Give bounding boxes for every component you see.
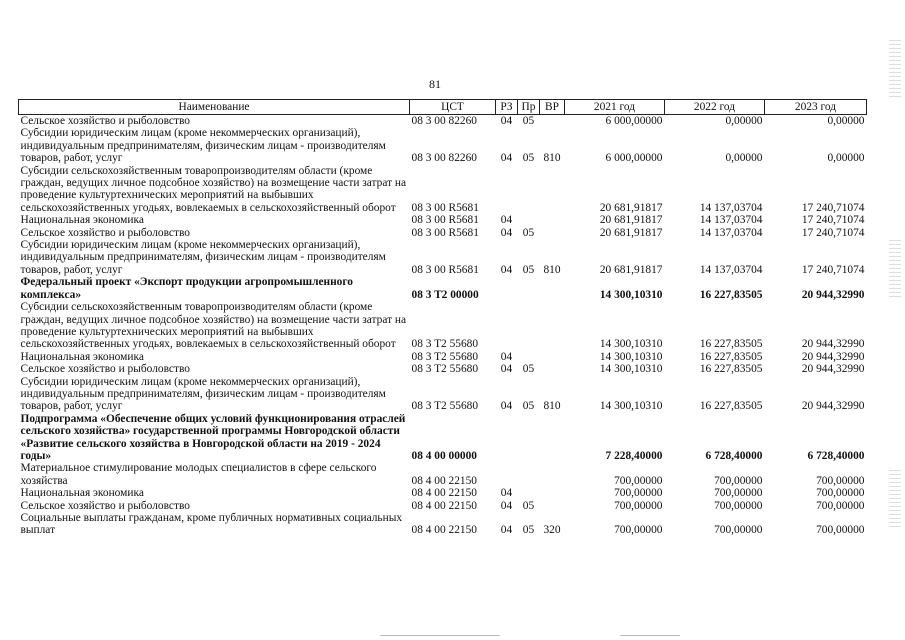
cell-name: Субсидии сельскохозяйственным товаропроизводителям области (кроме граждан, ведущих личное подсобное хозяйство) на возмещение части затрат на проведение культуртехнических мероприятий на выбывших сельскохозяйственных угодьях, вовлекаемых в сельскохозяйственный оборот [20, 301, 407, 351]
cell-2022: 14 137,03704 [699, 214, 763, 227]
cell-2022: 16 227,83505 [699, 350, 763, 363]
cell-pr [518, 214, 540, 226]
header-cst: ЦСТ [410, 100, 496, 115]
cell-pr: 05 [522, 499, 535, 512]
cell-name: Субсидии сельскохозяйственным товаропроизводителям области (кроме граждан, ведущих личное подсобное хозяйство) на возмещение части затрат на проведение культуртехнических мероприятий на выбывших сельскохозяйственных угодьях, вовлекаемых в сельскохозяйственный оборот [20, 164, 407, 214]
cell-pr [518, 276, 540, 301]
cell-name: Федеральный проект «Экспорт продукции агропромышленного комплекса» [20, 276, 353, 301]
cell-cst: 08 3 00 R5681 [411, 214, 479, 227]
cell-vr [540, 227, 565, 239]
cell-pr: 05 [522, 524, 535, 537]
cell-rz: 04 [500, 487, 513, 500]
table-row [19, 239, 867, 276]
cell-rz: 04 [500, 350, 513, 363]
header-name: Наименование [19, 100, 410, 115]
cell-rz: 04 [500, 400, 513, 413]
cell-2021: 7 228,40000 [605, 449, 663, 462]
cell-cst: 08 3 00 82260 [411, 115, 477, 127]
table-row [19, 487, 867, 499]
cell-rz [496, 301, 518, 351]
cell-pr [518, 165, 540, 215]
cell-cst: 08 4 00 22150 [411, 524, 477, 537]
cell-cst: 08 3 00 R5681 [411, 226, 479, 239]
table-row [19, 462, 867, 487]
table-row [19, 351, 867, 363]
table-row [19, 276, 867, 301]
cell-rz: 04 [500, 263, 513, 276]
header-2023: 2023 год [765, 100, 867, 115]
cell-2023: 17 240,71074 [801, 226, 865, 239]
cell-rz: 04 [500, 226, 513, 239]
cell-name: Подпрограмма «Обеспечение общих условий функционирования отраслей сельского хозяйства» государственной программы Новгородской области «Развитие сельского хозяйства в Новгородской области на 2019 - 2024 годы» [20, 412, 406, 462]
table-row [19, 376, 867, 413]
cell-vr [540, 214, 565, 226]
cell-2021: 14 300,10310 [599, 338, 663, 351]
cell-rz [496, 276, 518, 301]
cell-rz [496, 165, 518, 215]
cell-cst: 08 4 00 22150 [411, 499, 477, 512]
scan-artifact [620, 635, 680, 636]
cell-vr [540, 500, 565, 512]
table-row [19, 165, 867, 215]
cell-pr [518, 487, 540, 499]
cell-rz: 04 [500, 115, 513, 127]
cell-name: Материальное стимулирование молодых специалистов в сфере сельского хозяйства [20, 462, 377, 487]
budget-table [18, 99, 867, 537]
cell-2023: 20 944,32990 [801, 350, 865, 363]
cell-2021: 700,00000 [614, 487, 663, 500]
cell-name: Социальные выплаты гражданам, кроме публичных нормативных социальных выплат [20, 512, 403, 537]
cell-vr [540, 363, 565, 375]
cell-cst: 08 4 00 22150 [411, 487, 477, 500]
cell-rz: 04 [500, 499, 513, 512]
cell-2022: 16 227,83505 [699, 288, 763, 301]
cell-cst: 08 3 T2 55680 [411, 350, 479, 363]
cell-vr [540, 351, 565, 363]
cell-name: Сельское хозяйство и рыболовство [20, 363, 190, 376]
cell-name: Сельское хозяйство и рыболовство [20, 115, 190, 127]
cell-2022: 700,00000 [714, 499, 763, 512]
cell-pr [518, 462, 540, 487]
table-row [19, 227, 867, 239]
table-header-row [19, 100, 867, 115]
cell-cst: 08 3 T2 00000 [411, 288, 479, 301]
cell-pr [518, 413, 540, 463]
cell-2021: 700,00000 [614, 499, 663, 512]
cell-2023: 20 944,32990 [801, 400, 865, 413]
cell-2022: 700,00000 [714, 524, 763, 537]
cell-2021: 6 000,00000 [605, 152, 663, 165]
cell-2023: 700,00000 [816, 474, 865, 487]
cell-pr: 05 [522, 263, 535, 276]
cell-pr: 05 [522, 115, 535, 127]
cell-2023: 20 944,32990 [801, 363, 865, 376]
cell-vr [540, 165, 565, 215]
cell-name: Национальная экономика [20, 350, 144, 363]
cell-vr [540, 487, 565, 499]
cell-vr [540, 115, 565, 128]
cell-2022: 16 227,83505 [699, 400, 763, 413]
cell-2021: 14 300,10310 [599, 363, 663, 376]
cell-vr: 320 [543, 524, 561, 537]
cell-2021: 700,00000 [614, 524, 663, 537]
table-row [19, 301, 867, 351]
cell-name: Субсидии юридическим лицам (кроме некоммерческих организаций), индивидуальным предпринимателям, физическим лицам - производителям товаров, работ, услуг [20, 239, 386, 276]
cell-2021: 20 681,91817 [599, 226, 663, 239]
cell-vr: 810 [543, 263, 561, 276]
cell-vr [540, 413, 565, 463]
cell-2023: 17 240,71074 [801, 201, 865, 214]
cell-rz: 04 [500, 214, 513, 227]
cell-2021: 20 681,91817 [599, 201, 663, 214]
header-vr: ВР [540, 100, 565, 115]
cell-2023: 0,00000 [827, 115, 865, 127]
table-row [19, 512, 867, 537]
cell-2022: 700,00000 [714, 474, 763, 487]
cell-2023: 700,00000 [816, 487, 865, 500]
cell-2023: 700,00000 [816, 499, 865, 512]
cell-name: Субсидии юридическим лицам (кроме некоммерческих организаций), индивидуальным предпринимателям, физическим лицам - производителям товаров, работ, услуг [20, 375, 386, 413]
cell-pr: 05 [522, 226, 535, 239]
cell-2022: 14 137,03704 [699, 201, 763, 214]
cell-2022: 6 728,40000 [705, 449, 763, 462]
table-row [19, 413, 867, 463]
table-row [19, 127, 867, 164]
cell-2022: 0,00000 [725, 152, 763, 165]
table-row [19, 115, 867, 128]
cell-pr: 05 [522, 400, 535, 413]
cell-2022: 14 137,03704 [699, 263, 763, 276]
table-row [19, 500, 867, 512]
cell-cst: 08 4 00 00000 [411, 449, 477, 462]
scan-edge [883, 0, 905, 640]
table-row [19, 214, 867, 226]
cell-2023: 700,00000 [816, 524, 865, 537]
cell-pr [518, 351, 540, 363]
cell-rz: 04 [500, 363, 513, 376]
cell-2021: 14 300,10310 [599, 288, 663, 301]
cell-2023: 20 944,32990 [801, 338, 865, 351]
header-pr: Пр [518, 100, 540, 115]
cell-name: Сельское хозяйство и рыболовство [20, 226, 190, 239]
cell-rz [496, 462, 518, 487]
cell-2023: 17 240,71074 [801, 263, 865, 276]
cell-rz: 04 [500, 152, 513, 165]
cell-2022: 700,00000 [714, 487, 763, 500]
cell-2021: 20 681,91817 [599, 263, 663, 276]
cell-cst: 08 3 T2 55680 [411, 338, 479, 351]
cell-name: Субсидии юридическим лицам (кроме некоммерческих организаций), индивидуальным предпринимателям, физическим лицам - производителям товаров, работ, услуг [20, 127, 386, 165]
cell-2021: 6 000,00000 [605, 115, 663, 127]
table-body [19, 115, 867, 537]
table-row [19, 363, 867, 375]
cell-2022: 16 227,83505 [699, 363, 763, 376]
cell-cst: 08 3 00 82260 [411, 152, 477, 165]
cell-2023: 17 240,71074 [801, 214, 865, 227]
cell-2023: 0,00000 [827, 152, 865, 165]
cell-name: Национальная экономика [20, 214, 144, 227]
page-number: 81 [429, 77, 441, 91]
cell-2022: 14 137,03704 [699, 226, 763, 239]
cell-cst: 08 3 00 R5681 [411, 263, 479, 276]
cell-rz [496, 413, 518, 463]
cell-2021: 14 300,10310 [599, 400, 663, 413]
cell-vr: 810 [543, 152, 561, 165]
cell-2022: 16 227,83505 [699, 338, 763, 351]
cell-pr [518, 301, 540, 351]
cell-pr: 05 [522, 152, 535, 165]
cell-cst: 08 3 00 R5681 [411, 201, 479, 214]
cell-2021: 700,00000 [614, 474, 663, 487]
cell-2022: 0,00000 [725, 115, 763, 127]
cell-rz: 04 [500, 524, 513, 537]
cell-2023: 6 728,40000 [807, 449, 865, 462]
cell-cst: 08 3 T2 55680 [411, 400, 479, 413]
cell-pr: 05 [522, 363, 535, 376]
cell-vr [540, 276, 565, 301]
cell-vr [540, 462, 565, 487]
cell-2023: 20 944,32990 [801, 288, 865, 301]
header-rz: РЗ [496, 100, 518, 115]
cell-cst: 08 4 00 22150 [411, 474, 477, 487]
header-2022: 2022 год [665, 100, 765, 115]
cell-2021: 20 681,91817 [599, 214, 663, 227]
cell-name: Сельское хозяйство и рыболовство [20, 499, 190, 512]
header-2021: 2021 год [565, 100, 665, 115]
cell-vr [540, 301, 565, 351]
cell-vr: 810 [543, 400, 561, 413]
cell-cst: 08 3 T2 55680 [411, 363, 479, 376]
scan-artifact [380, 635, 500, 636]
cell-2021: 14 300,10310 [599, 350, 663, 363]
cell-name: Национальная экономика [20, 487, 144, 500]
